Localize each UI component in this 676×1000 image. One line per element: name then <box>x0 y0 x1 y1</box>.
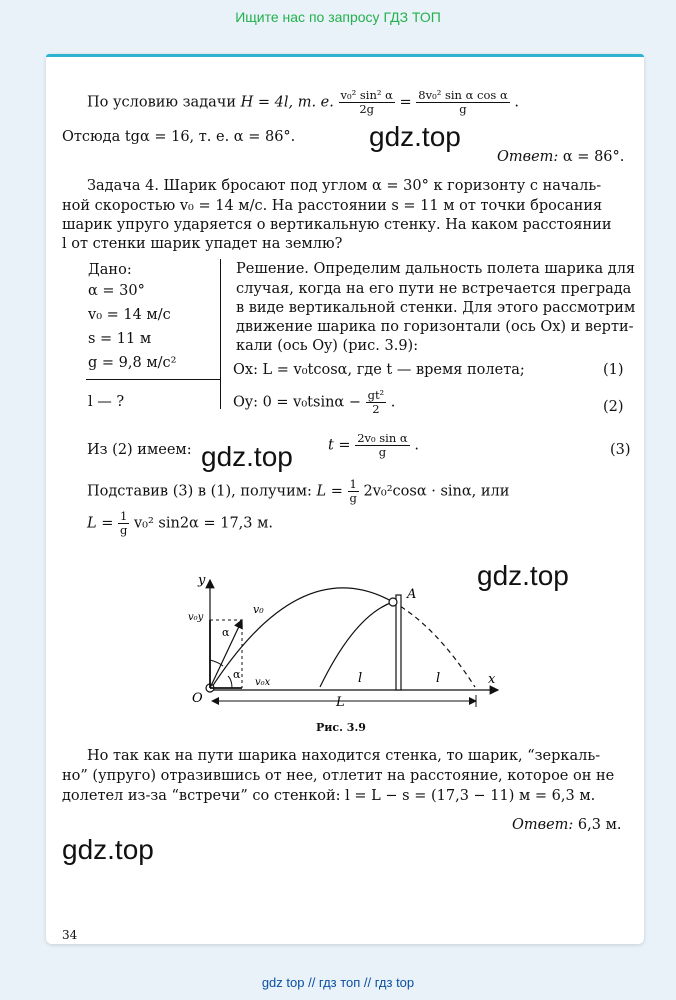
solution-line-4: движение шарика по горизонтали (ось Ox) и верти- <box>236 319 634 335</box>
v0-label: v₀ <box>253 603 264 616</box>
trajectory-dashed <box>393 602 475 687</box>
answer-2-value: 6,3 м. <box>577 817 622 833</box>
fraction-1 <box>339 89 395 116</box>
solution-line-2: случая, когда на его пути не встречается преграда <box>236 281 632 297</box>
y-axis-label: y <box>198 573 206 588</box>
period: . <box>514 94 519 111</box>
equation-2 <box>233 389 395 416</box>
wall <box>396 595 401 690</box>
conclusion-tg-line: Отсюда tgα = 16, т. е. α = 86°. <box>62 129 296 145</box>
page-number: 34 <box>62 928 78 942</box>
conclusion-line-3: долетел из-за “встречи” со стенкой: l = L − s = (17,3 − 11) м = 6,3 м. <box>62 788 596 804</box>
equation-1-number: (1) <box>603 362 624 378</box>
angle-arc-bottom <box>228 676 232 688</box>
equation-3-number: (3) <box>610 442 631 458</box>
given-item-1: α = 30° <box>88 283 145 299</box>
condition-text: По условию задачи <box>87 94 237 111</box>
v0x-label: v₀x <box>255 677 271 688</box>
equation-2-number: (2) <box>603 399 624 415</box>
subst-line-2-numerator: 1 <box>118 510 129 524</box>
given-item-2: v₀ = 14 м/с <box>88 307 171 323</box>
from-2-text: Из (2) имеем: <box>87 442 192 458</box>
point-a-label: A <box>407 587 417 602</box>
given-vertical-divider <box>220 259 221 409</box>
footer-bar <box>0 970 676 994</box>
conclusion-line-1: Но так как на пути шарика находится стенка, то шарик, “зеркаль- <box>87 748 601 764</box>
answer-2 <box>512 816 621 834</box>
subst-line-1-text: Подставив (3) в (1), получим: <box>87 483 312 500</box>
answer-1-label: Ответ: <box>497 149 559 165</box>
task4-line-2: ной скоростью v₀ = 14 м/с. На расстоянии s = 11 м от точки бросания <box>62 198 603 214</box>
L-label: L <box>336 695 345 710</box>
from-2-formula <box>328 432 419 459</box>
from-2-numerator: 2v₀ sin α <box>357 431 408 445</box>
given-item-4: g = 9,8 м/с² <box>88 355 177 371</box>
condition-line <box>87 89 519 116</box>
subst-line-1 <box>87 478 509 505</box>
fraction-1-denominator: 2g <box>359 102 375 116</box>
answer-1 <box>497 148 624 166</box>
watermark-3: gdz.top <box>477 560 569 591</box>
task4-line-1: Задача 4. Шарик бросают под углом α = 30° к горизонту с началь- <box>87 178 602 194</box>
x-axis-label: x <box>488 672 496 687</box>
from-2-fraction <box>355 432 410 459</box>
answer-1-value: α = 86°. <box>562 149 625 165</box>
subst-line-2-denominator: g <box>120 523 128 537</box>
subst-line-2 <box>87 510 273 537</box>
subst-line-2-rest: v₀² sin2α = 17,3 м. <box>133 515 273 532</box>
search-hint-text: Ищите нас по запросу ГДЗ ТОП <box>235 9 441 25</box>
solution-line-1: Решение. Определим дальность полета шарика для <box>236 261 636 277</box>
from-2-period: . <box>414 437 419 454</box>
footer-text: gdz top // гдз топ // гдз top <box>261 974 415 990</box>
angle-arc-top <box>210 660 223 666</box>
fraction-2-numerator: 8v₀² sin α cos α <box>418 88 508 102</box>
figure-caption: Рис. 3.9 <box>316 721 366 734</box>
equation-2-denominator: 2 <box>372 402 380 416</box>
subst-line-2-lhs: L = <box>87 515 114 532</box>
conclusion-line-2: но” (упруго) отразившись от нее, отлетит на расстояние, которое он не <box>62 768 615 784</box>
given-find: l — ? <box>88 394 125 410</box>
alpha-label-top: α <box>222 626 230 639</box>
fraction-2 <box>416 89 509 116</box>
equals-sign: = <box>399 94 412 111</box>
equation-1: Ox: L = v₀tcosα, где t — время полета; <box>233 362 525 378</box>
equation-2-fraction <box>366 389 387 416</box>
watermark-2: gdz.top <box>201 441 293 472</box>
page-top-accent <box>46 54 644 57</box>
reflected-trajectory <box>320 602 393 687</box>
alpha-label-bottom: α <box>233 668 241 681</box>
given-title: Дано: <box>88 262 132 278</box>
l-label-left: l <box>358 671 363 686</box>
origin-label: O <box>192 691 203 706</box>
task4-line-3: шарик упруго ударяется о вертикальную стенку. На каком расстоянии <box>62 217 612 233</box>
l-label-right: l <box>436 671 441 686</box>
subst-line-2-fraction <box>118 510 129 537</box>
ball-at-a <box>389 598 397 606</box>
subst-line-1-fraction <box>348 478 359 505</box>
watermark-1: gdz.top <box>369 121 461 152</box>
task4-line-4: l от стенки шарик упадет на землю? <box>62 236 343 252</box>
answer-2-label: Ответ: <box>512 817 574 833</box>
subst-line-1-numerator: 1 <box>348 478 359 492</box>
condition-formula: H = 4l, т. е. <box>240 94 334 111</box>
subst-line-1-lhs: L = <box>316 483 343 500</box>
equation-2-lead: Oy: 0 = v₀tsinα − <box>233 394 361 411</box>
figure-3-9 <box>180 570 510 715</box>
fraction-1-numerator: v₀² sin² α <box>340 88 393 102</box>
v0y-label: v₀y <box>188 612 204 623</box>
solution-line-3: в виде вертикальной стенки. Для этого рассмотрим <box>236 300 636 316</box>
given-horizontal-divider <box>86 379 220 380</box>
given-item-3: s = 11 м <box>88 331 152 347</box>
fraction-2-denominator: g <box>459 102 467 116</box>
equation-2-period: . <box>390 394 396 411</box>
subst-line-1-rest: 2v₀²cosα · sinα, или <box>363 483 510 500</box>
subst-line-1-denominator: g <box>349 491 357 505</box>
search-hint-banner <box>0 0 676 34</box>
from-2-denominator: g <box>378 445 387 459</box>
solution-line-5: кали (ось Oy) (рис. 3.9): <box>236 338 419 354</box>
watermark-4: gdz.top <box>62 834 154 865</box>
equation-2-numerator: gt² <box>367 388 385 402</box>
from-2-lhs: t = <box>328 437 351 454</box>
